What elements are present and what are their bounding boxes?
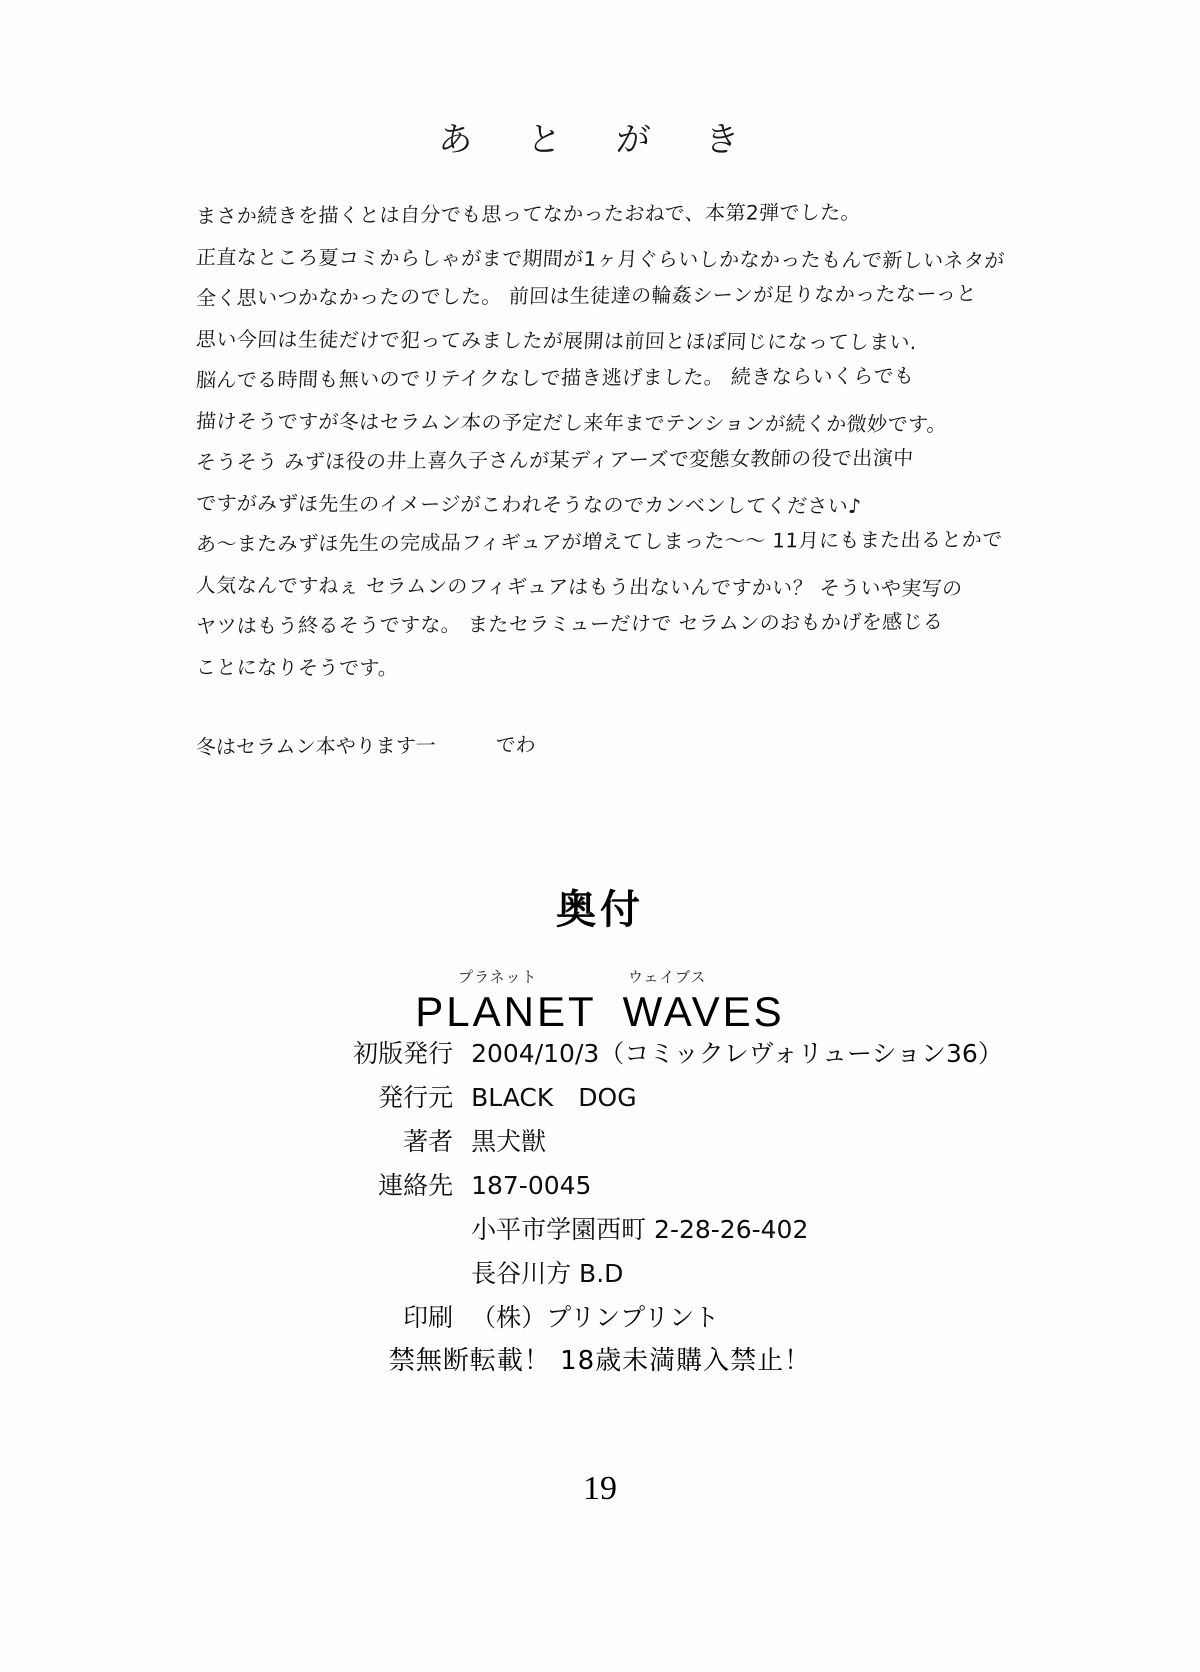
imprint-value: 長谷川方 B.D: [471, 1259, 624, 1288]
afterword-line: 全く思いつかなかったのでした。 前回は生徒達の輪姦シーンが足りなかったなーっと: [195, 281, 978, 311]
imprint-value: 2004/10/3（コミックレヴォリューション36）: [471, 1039, 1003, 1068]
logo-ruby-right: ウェイブス: [628, 968, 707, 986]
logo-ruby-row: [420, 966, 780, 986]
afterword-line: ヤツはもう終るそうですな。 またセラミューだけで セラムンのおもかげを感じる: [195, 609, 944, 639]
imprint-row: [0, 1296, 1200, 1340]
imprint-label: 連絡先: [378, 1171, 454, 1200]
afterword-title: あ と が き: [437, 120, 763, 160]
imprint-label: [0, 1208, 471, 1252]
imprint-label: 著者: [403, 1127, 454, 1156]
logo-title: [0, 988, 1200, 1036]
logo-word-right: WAVES: [622, 988, 785, 1035]
afterword-line: 描けそうですが冬はセラムン本の予定だし来年までテンションが続くか微妙です。: [195, 409, 948, 437]
afterword-line: まさか続きを描くとは自分でも思ってなかったおねで、本第2弾でした。: [195, 199, 862, 229]
page-number: 19: [583, 1470, 617, 1507]
imprint-row: [0, 1120, 1200, 1164]
publication-logo: [0, 966, 1200, 1036]
logo-word-left: PLANET: [415, 988, 597, 1035]
imprint-value: 小平市学園西町 2-28-26-402: [471, 1215, 809, 1244]
imprint-row: [0, 1032, 1200, 1076]
imprint-row: [0, 1076, 1200, 1120]
afterword-line: 思い今回は生徒だけで犯ってみましたが展開は前回とほぼ同じになってしまい.: [195, 327, 918, 355]
afterword-line: そうそう みずほ役の井上喜久子さんが某ディアーズで変態女教師の役で出演中: [195, 445, 915, 475]
afterword-signoff: 冬はセラムン本やります一 でわ: [195, 732, 537, 759]
afterword-line: ことになりそうです。: [195, 655, 400, 680]
logo-ruby-left: プラネット: [458, 968, 538, 986]
afterword-line: 人気なんですねぇ セラムンのフィギュアはもう出ないんですかい？ そういや実写の: [195, 573, 964, 601]
imprint-label: 発行元: [378, 1083, 454, 1112]
afterword-body: [196, 196, 1026, 688]
imprint-value: （株）プリンプリント: [471, 1303, 720, 1332]
imprint-row: [0, 1252, 1200, 1296]
afterword-line: ですがみずほ先生のイメージがこわれそうなのでカンベンしてください♪: [195, 491, 863, 518]
colophon-heading: 奥付: [556, 887, 644, 933]
imprint-table: [0, 1032, 1200, 1340]
afterword-line: 正直なところ夏コミからしゃがまで期間が1ヶ月ぐらいしかなかったもんで新しいネタが: [195, 245, 1006, 273]
imprint-label: 印刷: [403, 1303, 454, 1332]
afterword-line: 脳んでる時間も無いのでリテイクなしで描き逃げました。 続きならいくらでも: [195, 363, 915, 393]
imprint-label: [0, 1252, 471, 1296]
imprint-value: BLACK DOG: [471, 1083, 637, 1112]
imprint-value: 187-0045: [471, 1171, 592, 1200]
imprint-value: 黒犬獣: [471, 1127, 547, 1156]
imprint-row: [0, 1208, 1200, 1252]
afterword-line: あ〜またみずほ先生の完成品フィギュアが増えてしまった〜〜 11月にもまた出るとかで: [195, 527, 1004, 557]
imprint-label: 初版発行: [353, 1039, 454, 1068]
age-restriction-warning: 禁無断転載！ 18歳未満購入禁止！: [388, 1346, 812, 1376]
imprint-row: [0, 1164, 1200, 1208]
